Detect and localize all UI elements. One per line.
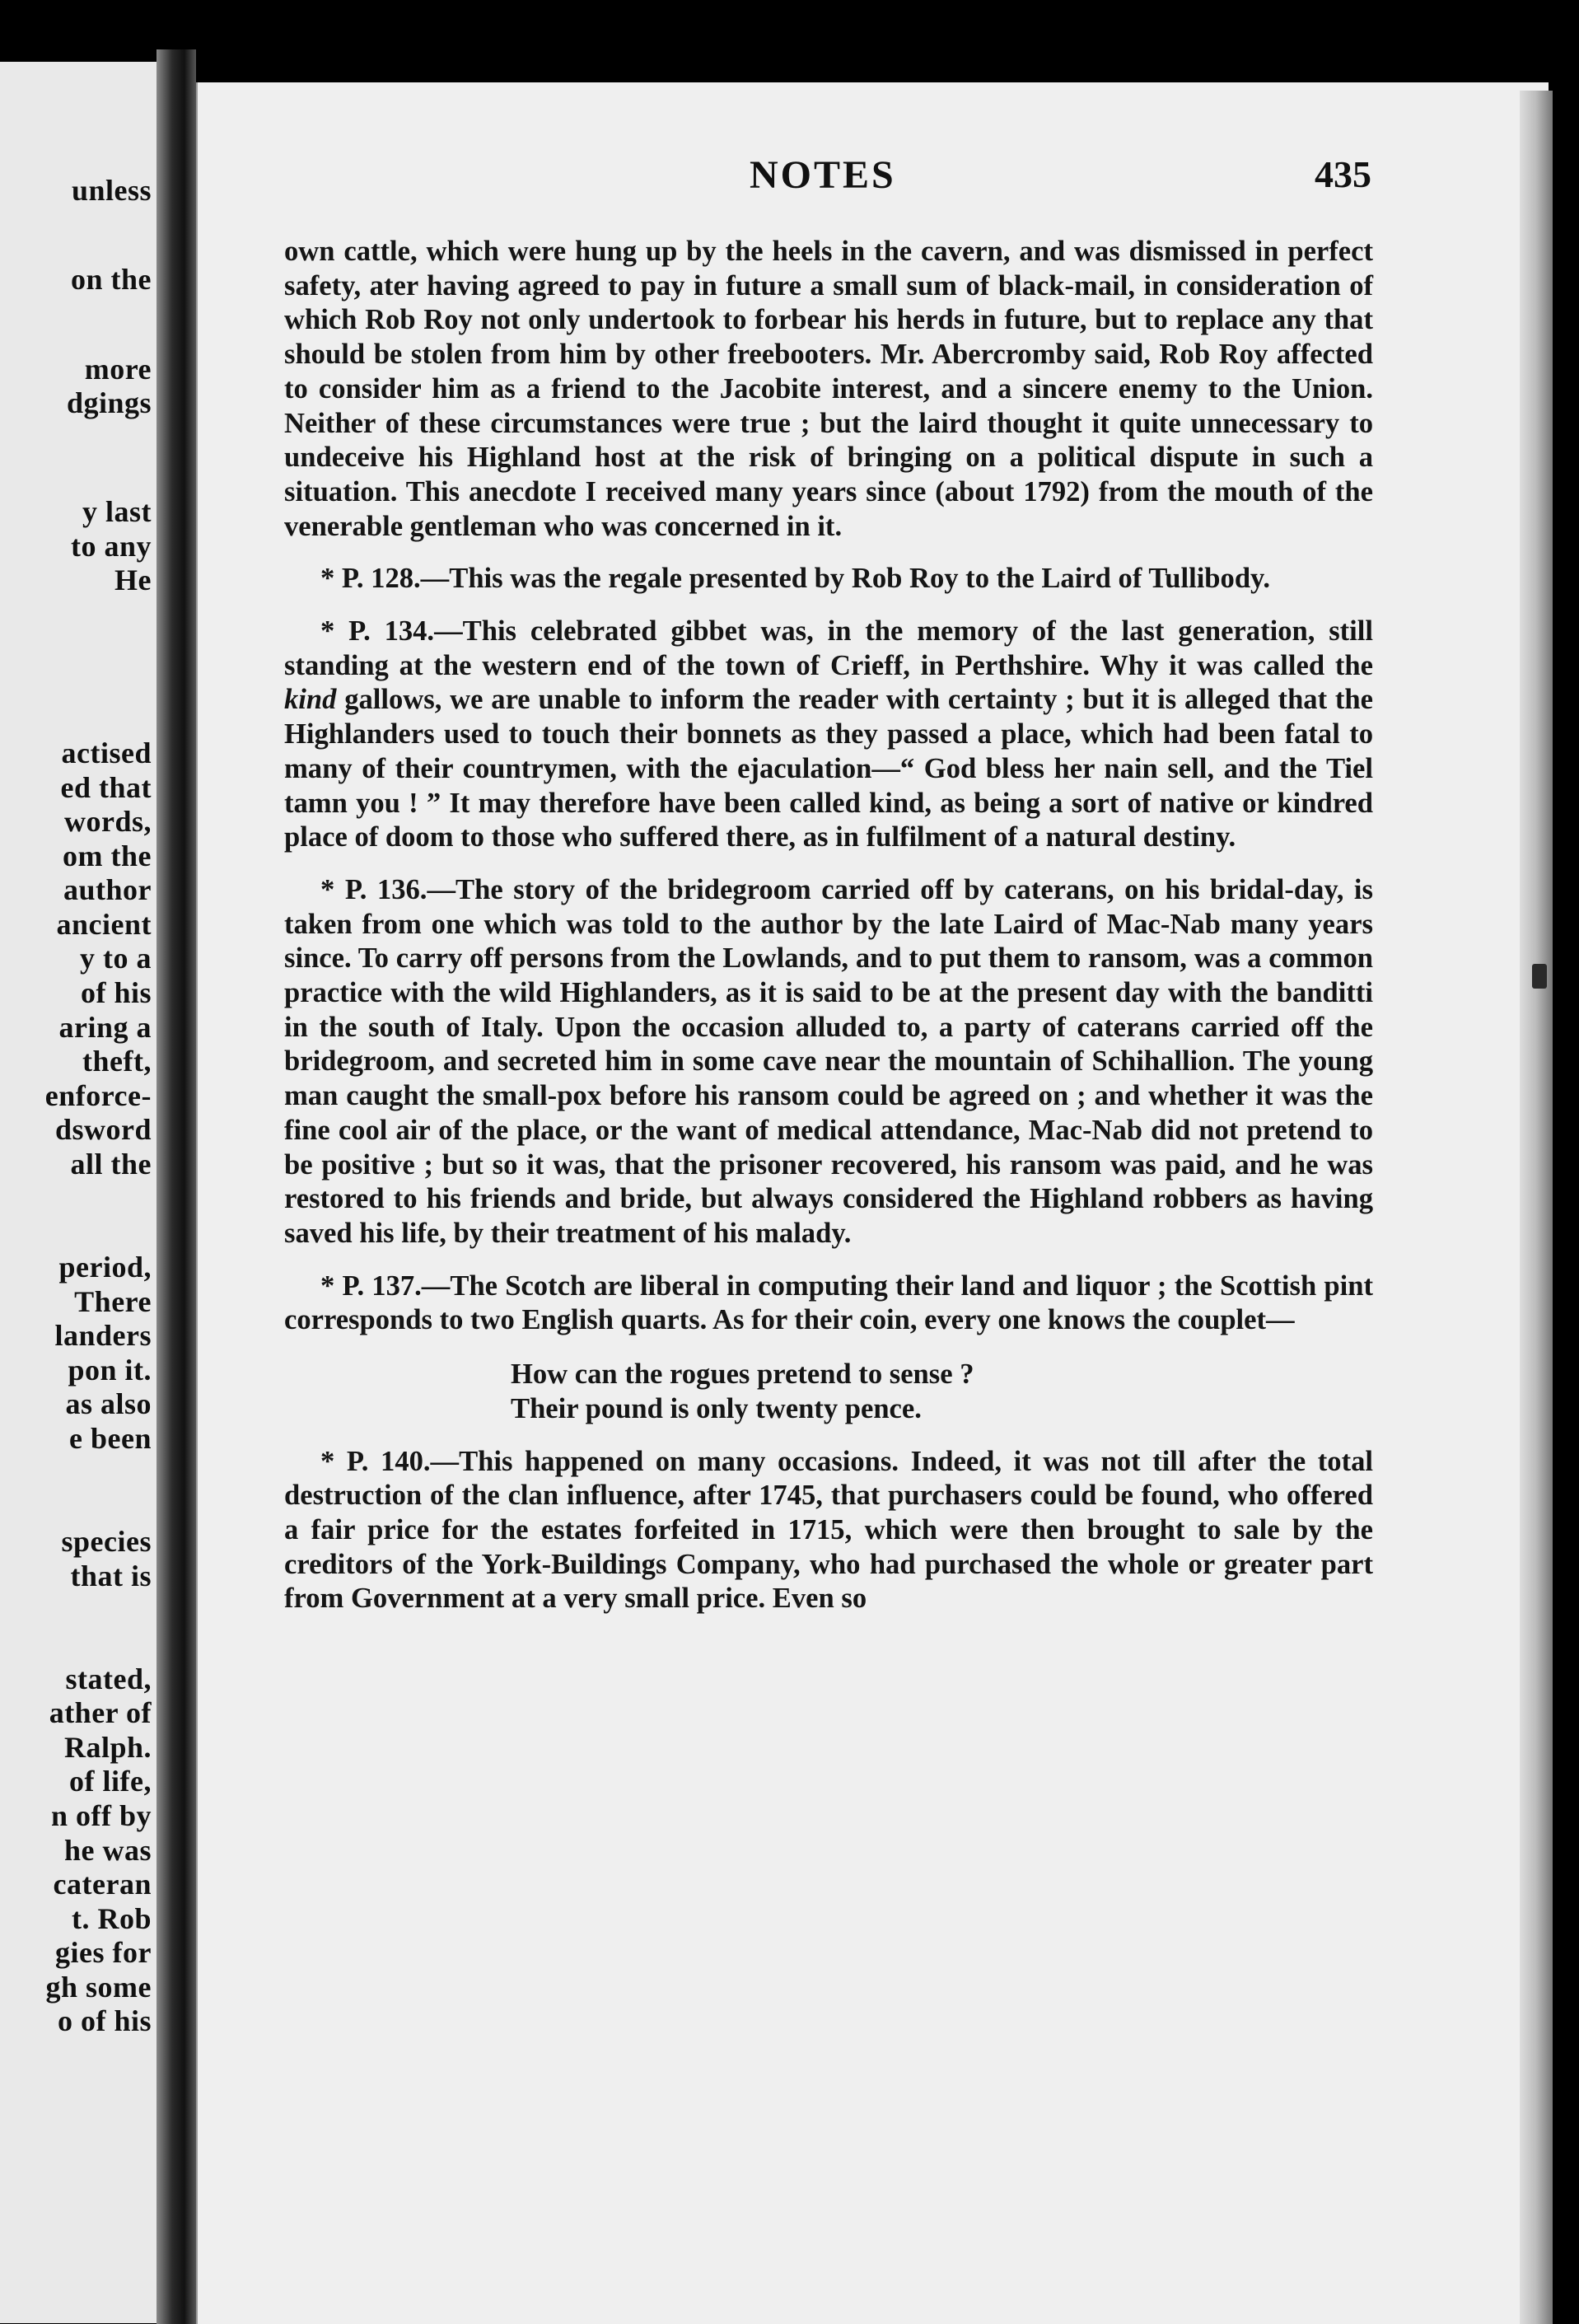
left-page-line: stated, <box>65 1662 152 1695</box>
note-p134-text-a: * P. 134.—This celebrated gibbet was, in the memory of the last generation, still standing at the western end of the town of Crieff, in Perthshire. Why it was called the <box>284 615 1373 681</box>
note-continuation: own cattle, which were hung up by the heels in the cavern, and was dismissed in perfect safety, ater having agreed to pay in future a small sum of black-mail, in consideration of which Rob Roy not only undertook to forbear his herds in future, but to replace any that should be stolen from him by other freebooters. Mr. Abercromby said, Rob Roy affected to consider him as a friend to the Jacobite interest, and a sincere enemy to the Union. Neither of these circumstances were true ; but the laird thought it quite unnecessary to undeceive his Highland host at the risk of bringing on a political dispute in such a situation. This anecdote I received many years since (about 1792) from the mouth of the venerable gentleman who was concerned in it. <box>284 236 1373 542</box>
left-page-line: y to a <box>80 942 152 975</box>
left-page-line: all the <box>70 1148 152 1181</box>
left-page-line: e been <box>69 1422 152 1455</box>
left-page-line: ed that <box>60 771 152 804</box>
left-page-line: words, <box>63 805 152 838</box>
left-page-line: pon it. <box>68 1354 152 1386</box>
left-page-line: enforce- <box>44 1079 152 1112</box>
note-p134-italic: kind <box>284 684 337 716</box>
scan-speck <box>1532 964 1547 989</box>
page-edge <box>1520 91 1553 2324</box>
left-page-line: dgings <box>66 386 152 419</box>
book-gutter <box>156 49 196 2324</box>
left-page-line: of his <box>80 976 152 1009</box>
left-page-line: y last <box>82 495 152 528</box>
left-page-line: unless <box>71 174 152 207</box>
couplet-line-1: How can the rogues pretend to sense ? <box>511 1358 974 1391</box>
left-page-line: he was <box>63 1834 152 1867</box>
notes-text <box>284 235 1373 1616</box>
left-page-line: There <box>74 1285 152 1318</box>
left-page-line: period, <box>58 1251 152 1284</box>
left-page-line: aring a <box>58 1011 152 1044</box>
left-page-line: that is <box>70 1559 152 1592</box>
left-page-line: dsword <box>54 1113 152 1146</box>
left-page-line: Ralph. <box>63 1731 152 1764</box>
left-page-line: landers <box>54 1319 152 1352</box>
left-page-line: species <box>61 1525 152 1558</box>
page-number: 435 <box>1315 153 1371 195</box>
note-p128: * P. 128.—This was the regale presented by Rob Roy to the Laird of Tullibody. <box>320 563 1271 595</box>
left-page-line: cateran <box>53 1868 152 1901</box>
couplet-line-2: Their pound is only twenty pence. <box>511 1392 922 1424</box>
running-head: NOTES <box>750 153 896 197</box>
left-page-line: gies for <box>55 1936 152 1969</box>
left-page-line: on the <box>70 263 152 296</box>
note-p134 <box>284 615 1373 855</box>
left-page-line: author <box>63 873 152 906</box>
left-page-fragment <box>0 62 156 2323</box>
left-page-line: more <box>84 353 152 386</box>
page-header <box>280 152 1371 202</box>
couplet <box>511 1358 1373 1426</box>
left-page-line: ancient <box>56 908 152 941</box>
left-page-line: of life, <box>69 1765 152 1798</box>
left-page-line: to any <box>70 530 152 563</box>
left-page-line: as also <box>65 1387 152 1420</box>
note-p134-text-b: gallows, we are unable to inform the reader with certainty ; but it is alleged that the Highlanders used to touch their bonnets as they passed a place, which had been fatal to many of their countrymen, with the ejaculation—“ God bless her nain sell, and the Tiel tamn you ! ” It may therefore have been called kind, as being a sort of native or kindred place of doom to those who suffered there, as in fulfilment of a natural destiny. <box>284 684 1373 853</box>
left-page-line: actised <box>61 736 152 769</box>
left-page-line: ather of <box>49 1696 152 1729</box>
note-p137: * P. 137.—The Scotch are liberal in computing their land and liquor ; the Scottish pint corresponds to two English quarts. As for their coin, every one knows the couplet— <box>284 1270 1373 1336</box>
left-page-line: om the <box>63 839 152 872</box>
left-page-line: o of his <box>57 2004 152 2037</box>
left-page-line: t. Rob <box>71 1902 152 1935</box>
note-p140: * P. 140.—This happened on many occasions. Indeed, it was not till after the total destruction of the clan influence, after 1745, that purchasers could be found, who offered a fair price for the estates forfeited in 1715, which were then brought to sale by the creditors of the York-Buildings Company, who had purchased the whole or greater part from Government at a very small price. Even so <box>284 1445 1373 1615</box>
note-p136: * P. 136.—The story of the bridegroom carried off by caterans, on his bridal-day, is taken from one which was told to the author by the late Laird of Mac-Nab many years since. To carry off persons from the Lowlands, and to put them to ransom, was a common practice with the wild Highlanders, as it is said to be at the present day with the banditti in the south of Italy. Upon the occasion alluded to, a party of caterans carried off the bridegroom, and secreted him in some cave near the mountain of Schihallion. The young man caught the small-pox before his ransom could be agreed on ; and whether it was the fine cool air of the place, or the want of medical attendance, Mac-Nab did not pretend to be positive ; but so it was, that the prisoner recovered, his ransom was paid, and he was restored to his friends and bride, but always considered the Highland robbers as having saved his life, by their treatment of his malady. <box>284 873 1373 1249</box>
left-page-line: n off by <box>50 1799 152 1832</box>
left-page-line: theft, <box>82 1045 152 1078</box>
left-page-line: He <box>114 563 152 596</box>
left-page-line: gh some <box>45 1971 152 2004</box>
